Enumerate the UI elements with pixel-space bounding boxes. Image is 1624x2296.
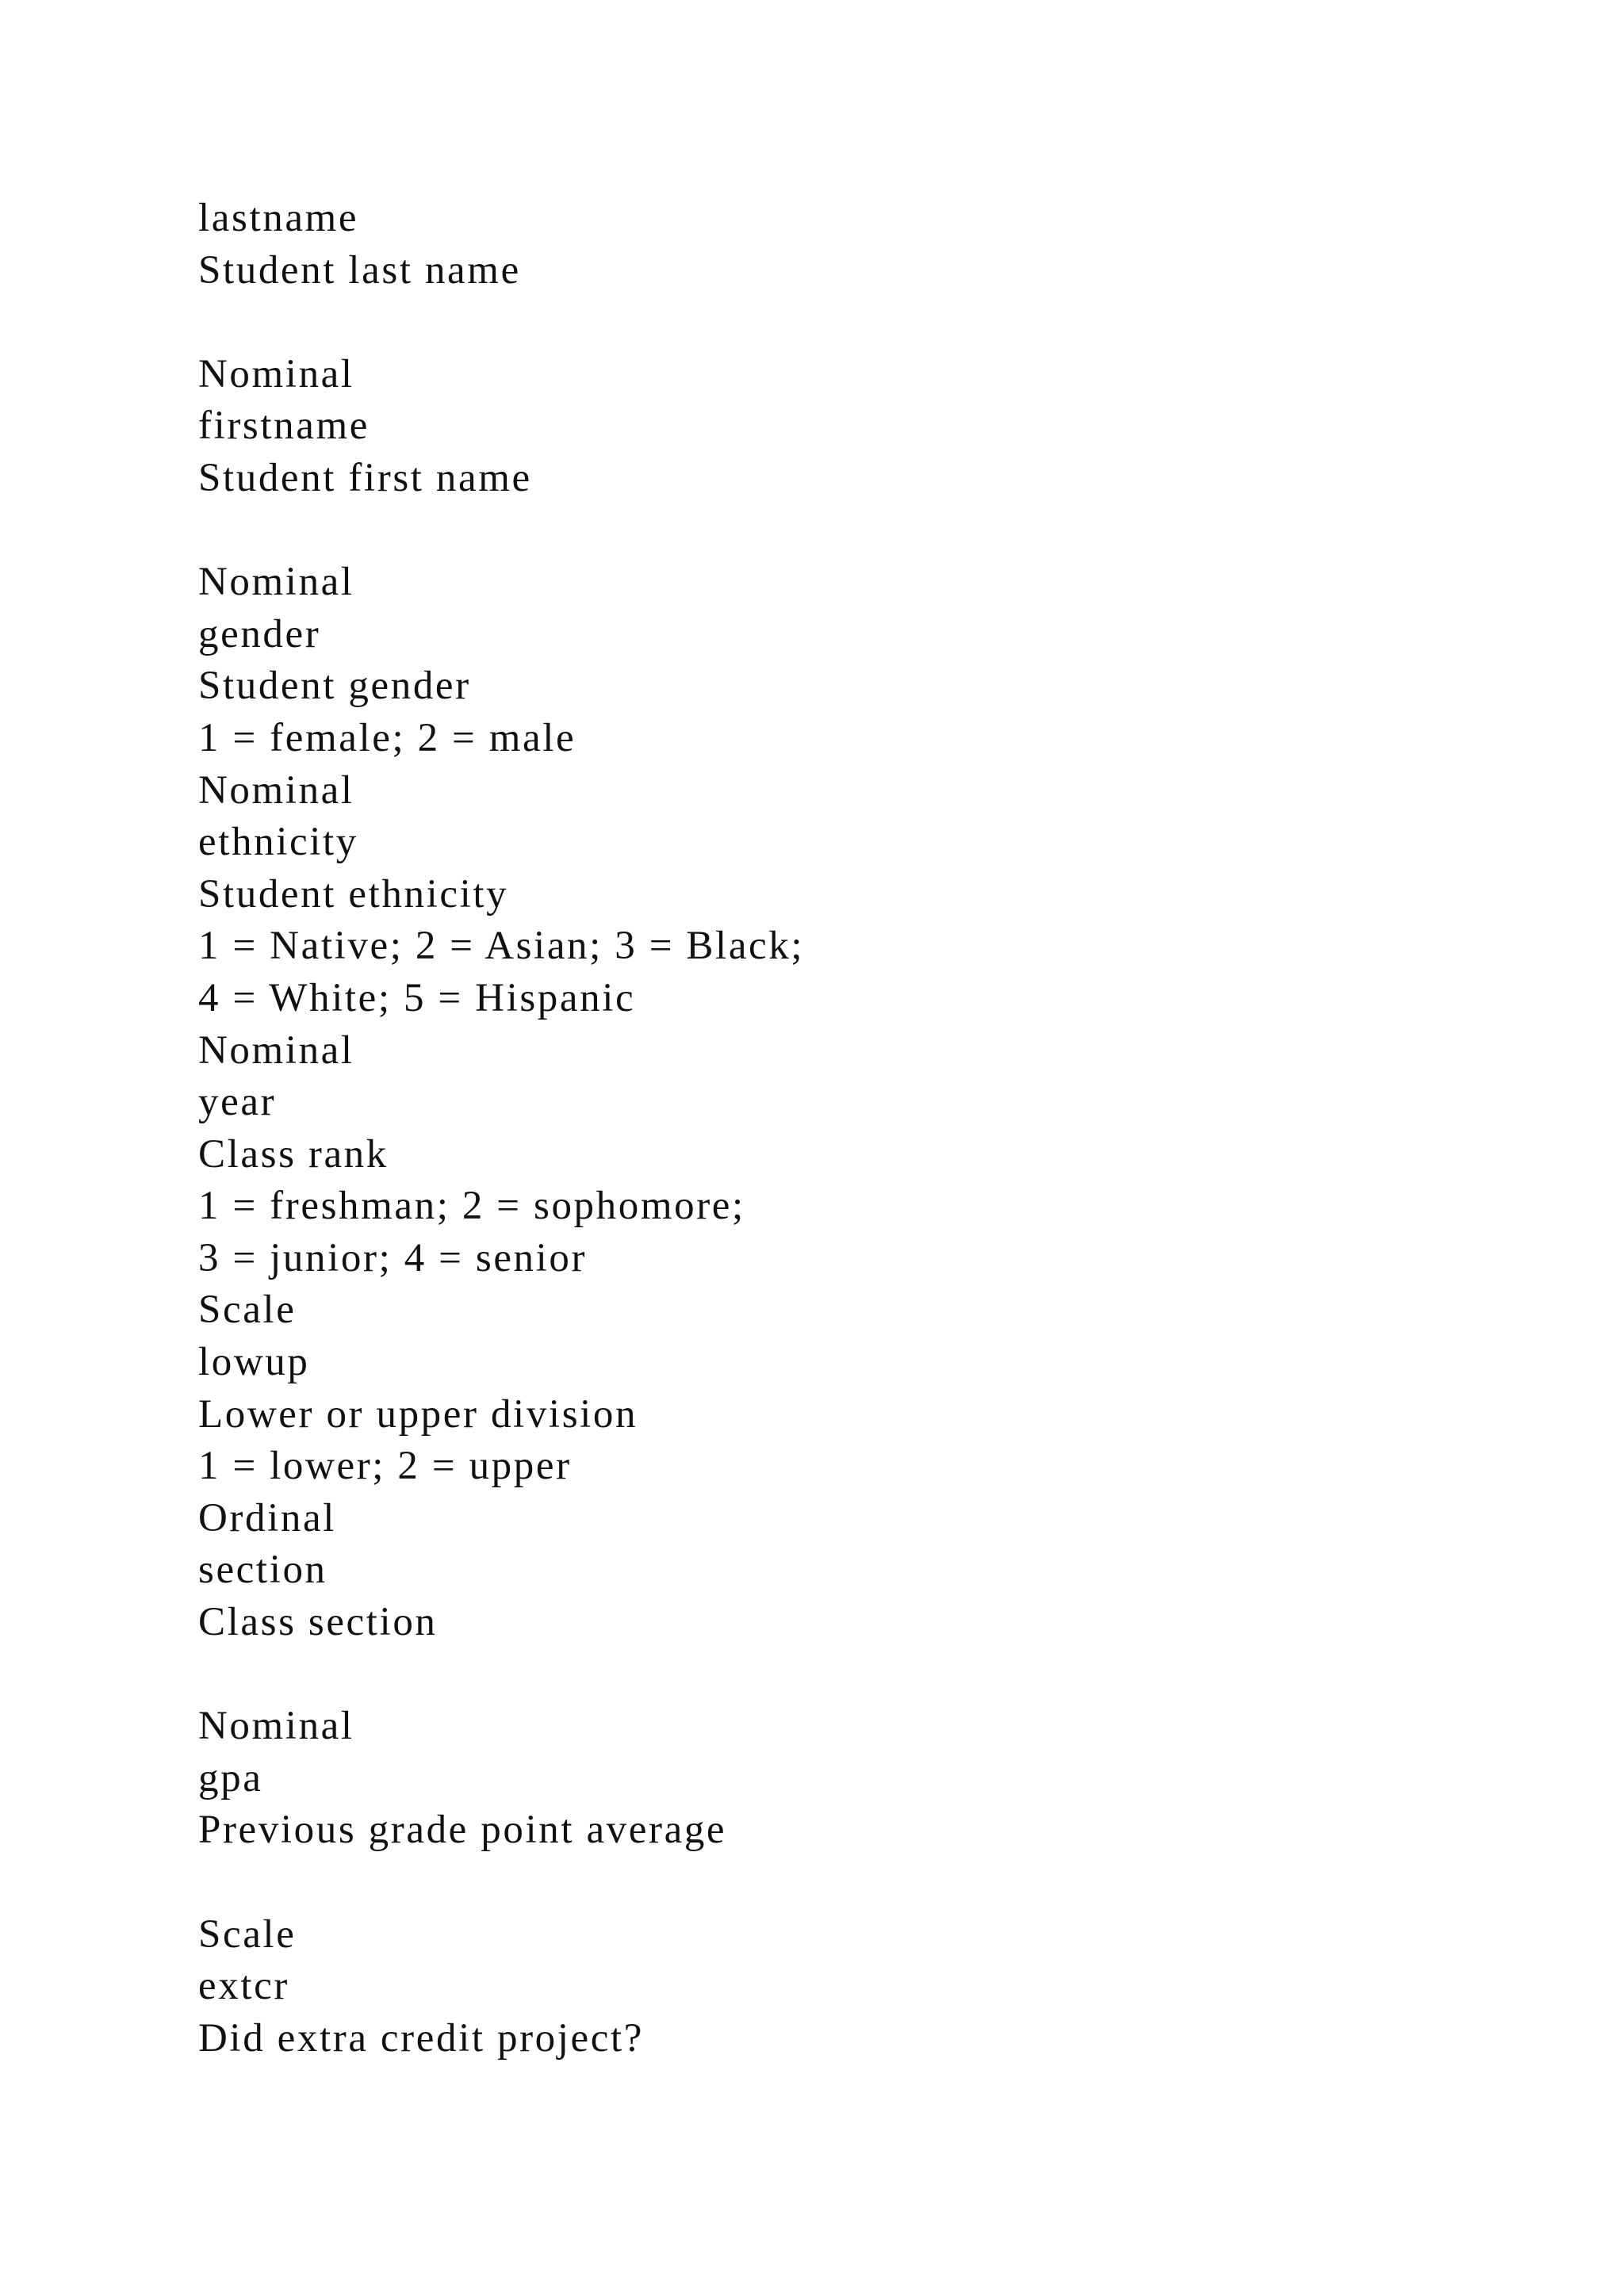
text-line: Scale (198, 1288, 297, 1333)
text-line: Previous grade point average (198, 1808, 727, 1853)
text-line: Student last name (198, 247, 521, 293)
document-body (198, 193, 1546, 2064)
text-line: lastname (198, 196, 359, 240)
blank-line (198, 297, 1546, 349)
text-line: Student ethnicity (198, 871, 509, 916)
text-line: extcr (198, 1964, 289, 2009)
text-line: 4 = White; 5 = Hispanic (198, 975, 636, 1020)
text-line: Class rank (198, 1131, 389, 1177)
text-line: year (198, 1080, 277, 1125)
text-line: 1 = Native; 2 = Asian; 3 = Black; (198, 924, 805, 969)
text-line: Did extra credit project? (198, 2015, 645, 2061)
text-line: 1 = freshman; 2 = sophomore; (198, 1184, 745, 1229)
text-line: 3 = junior; 4 = senior (198, 1235, 588, 1280)
text-line: Nominal (198, 1704, 354, 1749)
text-line: gender (198, 611, 321, 656)
text-line: Ordinal (198, 1495, 336, 1540)
text-line: gpa (198, 1755, 263, 1800)
text-line: 1 = female; 2 = male (198, 715, 576, 760)
text-line: 1 = lower; 2 = upper (198, 1444, 572, 1489)
text-line: Nominal (198, 1027, 354, 1073)
text-line: Nominal (198, 351, 354, 396)
text-line: lowup (198, 1340, 310, 1385)
blank-line (198, 1649, 1546, 1701)
text-line: ethnicity (198, 820, 358, 865)
blank-line (198, 505, 1546, 557)
text-line: Nominal (198, 560, 354, 605)
text-line: Lower or upper division (198, 1391, 638, 1437)
text-line: Student gender (198, 664, 471, 709)
text-line: Student first name (198, 455, 532, 500)
blank-line (198, 1857, 1546, 1909)
text-line: firstname (198, 404, 370, 449)
text-line: Scale (198, 1911, 297, 1957)
text-line: Nominal (198, 767, 354, 813)
text-line: Class section (198, 1600, 438, 1645)
text-line: section (198, 1548, 327, 1593)
